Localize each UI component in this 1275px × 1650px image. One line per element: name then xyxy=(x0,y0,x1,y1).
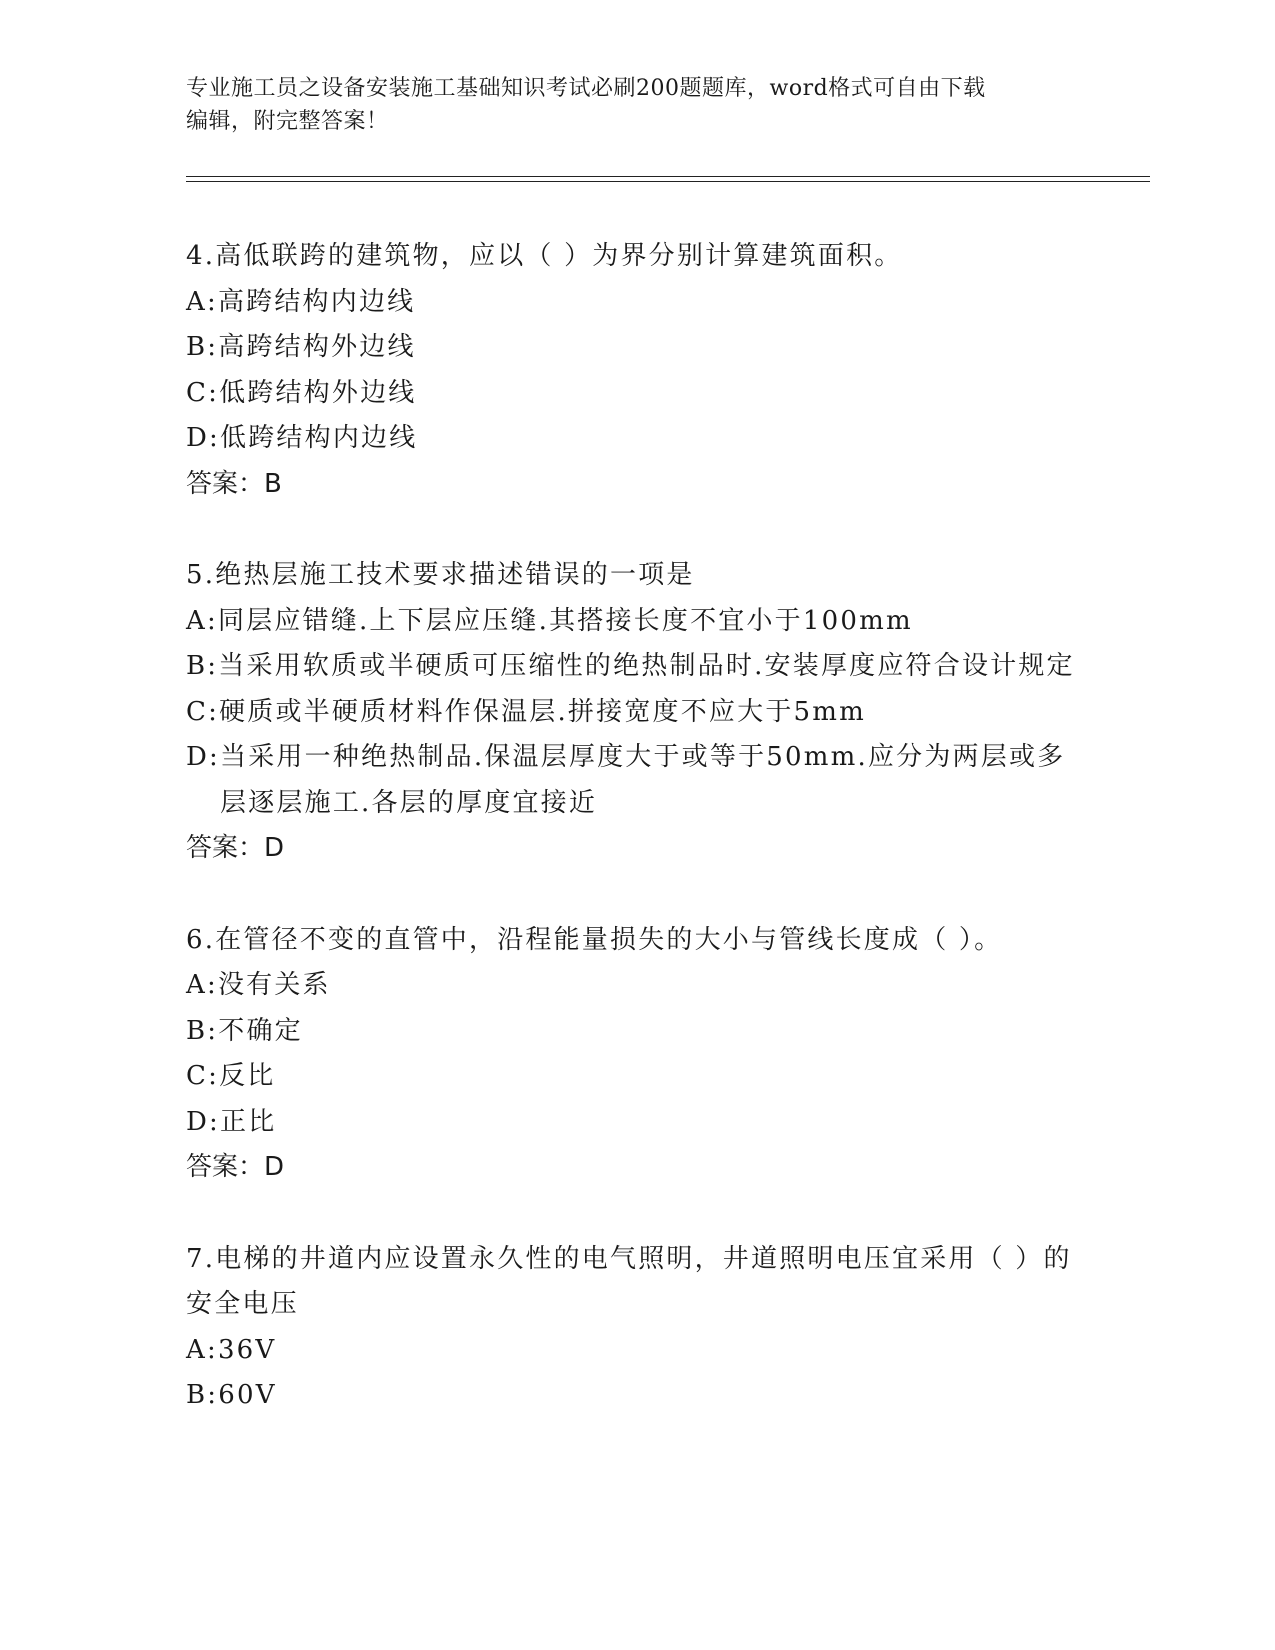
option-text: 高跨结构内边线 xyxy=(217,286,416,317)
option-letter: B: xyxy=(186,332,219,362)
option-c xyxy=(186,371,1086,417)
header-title-line-1: 专业施工员之设备安装施工基础知识考试必刷200题题库，word格式可自由下载 xyxy=(186,76,986,101)
option-letter: C: xyxy=(186,696,220,727)
option-text: 正比 xyxy=(220,1106,277,1137)
header-divider-top xyxy=(186,176,1150,177)
option-text: 硬质或半硬质材料作保温层.拼接宽度不应大于5mm xyxy=(219,696,866,727)
option-letter: B: xyxy=(186,1380,219,1410)
question-item xyxy=(186,1237,1086,1419)
question-stem: 5.绝热层施工技术要求描述错误的一项是 xyxy=(186,560,695,590)
question-stem: 7.电梯的井道内应设置永久性的电气照明，井道照明电压宜采用（ ）的安全电压 xyxy=(186,1243,1072,1319)
option-c xyxy=(186,690,1086,736)
answer-label: 答案：D xyxy=(186,833,285,863)
answer-label: 答案：D xyxy=(186,1152,285,1182)
option-letter: D: xyxy=(186,1106,221,1137)
option-a xyxy=(186,963,1086,1009)
option-letter: C: xyxy=(186,377,220,408)
option-text: 60V xyxy=(218,1380,277,1410)
question-item xyxy=(186,553,1086,872)
question-list xyxy=(186,234,1086,1465)
option-letter: B: xyxy=(186,651,219,681)
option-letter: D: xyxy=(186,423,221,453)
option-text: 当采用软质或半硬质可压缩性的绝热制品时.安装厚度应符合设计规定 xyxy=(218,651,1075,681)
option-a xyxy=(186,599,1086,645)
header-divider-bottom xyxy=(186,181,1150,182)
option-c xyxy=(186,1054,1086,1100)
header-title-line-2: 编辑，附完整答案！ xyxy=(186,109,389,134)
option-letter: A: xyxy=(186,1334,218,1365)
question-item xyxy=(186,234,1086,507)
question-stem: 4.高低联跨的建筑物，应以（ ）为界分别计算建筑面积。 xyxy=(186,241,903,271)
option-letter: D: xyxy=(186,742,221,772)
question-item xyxy=(186,918,1086,1191)
option-text: 不确定 xyxy=(218,1015,303,1046)
option-text: 低跨结构外边线 xyxy=(219,377,417,408)
option-b xyxy=(186,325,1086,371)
option-letter: A: xyxy=(186,605,218,636)
option-text: 同层应错缝.上下层应压缝.其搭接长度不宜小于100mm xyxy=(217,605,913,636)
option-text: 没有关系 xyxy=(217,970,331,1000)
option-letter: B: xyxy=(186,1015,219,1046)
option-letter: C: xyxy=(186,1061,220,1091)
option-d xyxy=(186,735,1086,826)
option-b xyxy=(186,1009,1086,1055)
option-a xyxy=(186,280,1086,326)
document-header xyxy=(186,72,1066,138)
option-b xyxy=(186,644,1086,690)
option-letter: A: xyxy=(186,286,218,317)
option-letter: A: xyxy=(186,970,218,1000)
option-text: 36V xyxy=(217,1334,277,1365)
option-d xyxy=(186,1100,1086,1146)
option-text: 低跨结构内边线 xyxy=(220,423,418,453)
option-text: 当采用一种绝热制品.保温层厚度大于或等于50mm.应分为两层或多层逐层施工.各层的厚度宜接近 xyxy=(220,742,1066,818)
option-d xyxy=(186,416,1086,462)
answer-label: 答案：B xyxy=(186,468,282,499)
option-b xyxy=(186,1373,1086,1419)
question-stem: 6.在管径不变的直管中，沿程能量损失的大小与管线长度成（ ）。 xyxy=(186,924,1003,955)
option-a xyxy=(186,1328,1086,1374)
option-text: 反比 xyxy=(219,1061,276,1091)
option-text: 高跨结构外边线 xyxy=(218,332,416,362)
